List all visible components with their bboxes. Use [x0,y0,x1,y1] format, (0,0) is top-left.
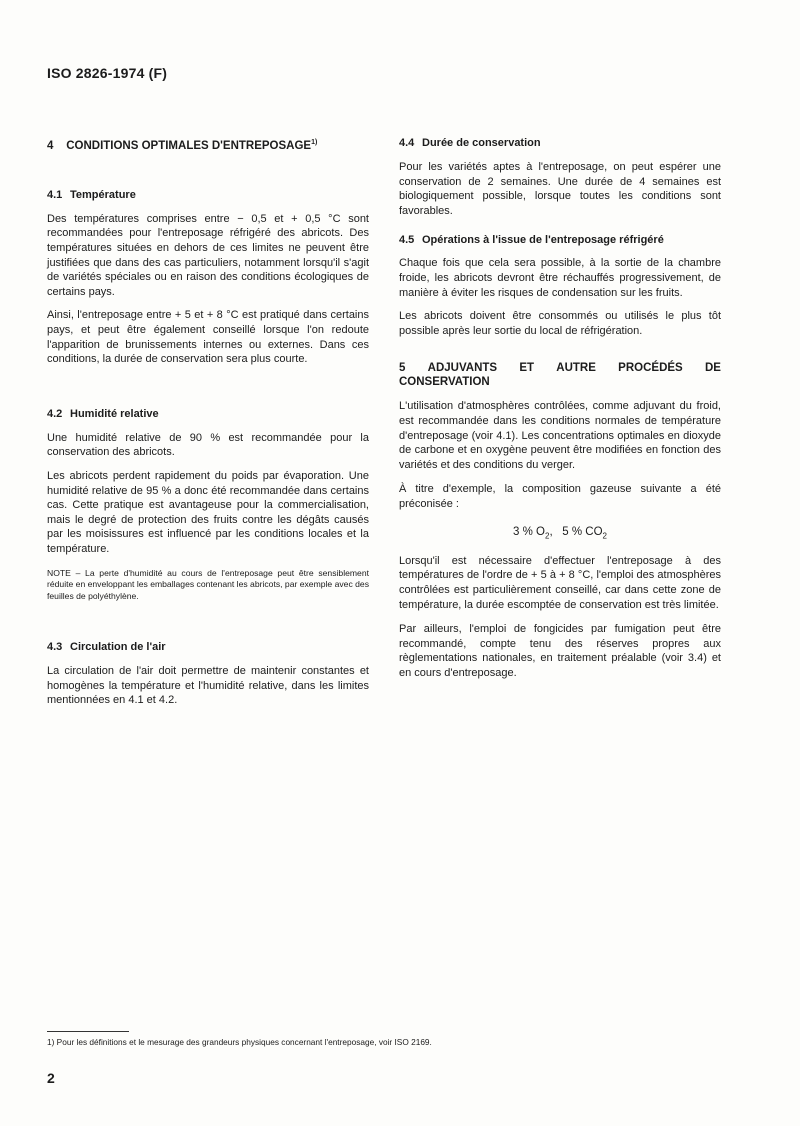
section-number: 4.5 [399,234,415,247]
paragraph: Des températures comprises entre − 0,5 et + 0,5 °C sont recommandées pour l'entreposage réfrigéré des abricots. Des températures situées en dehors de ces limites ne peuvent être justifiées que dans des cas particuliers, notamment lorsqu'il s'agit de variétés spéciales ou en raison des conditions écologiques de certains pays. [47,212,369,298]
footnote: 1) Pour les définitions et le mesurage des grandeurs physiques concernant l'entreposage, voir ISO 2169. [47,1037,432,1047]
section-4-heading [47,136,369,153]
section-title: Humidité relative [70,407,159,420]
document-header: ISO 2826-1974 (F) [47,65,168,81]
paragraph: Lorsqu'il est nécessaire d'effectuer l'entreposage à des températures de l'ordre de + 5 à + 8 °C, l'emploi des atmosphères contrôlées est particulièrement conseillé, car dans cette zone de température, la durée escomptée de conservation est très limitée. [399,554,721,611]
paragraph: L'utilisation d'atmosphères contrôlées, comme adjuvant du froid, est recommandée dans les conditions normales de température d'entreposage (voir 4.1). Les concentrations optimales en dioxyde de carbone et en oxygène peuvent être modifiées en fonction des variétés et des conditions du verger. [399,400,721,471]
section-4-2-heading [47,407,369,421]
paragraph: À titre d'exemple, la composition gazeuse suivante a été préconisée : [399,483,721,510]
section-4-4-heading [399,136,721,150]
section-4-3-heading [47,640,369,654]
note: NOTE – La perte d'humidité au cours de l'entreposage peut être sensiblement réduite en enveloppant les emballages contenant les abricots, par exemple avec des feuilles de polyéthylène. [47,567,369,601]
paragraph: La circulation de l'air doit permettre de maintenir constantes et homogènes la température et l'humidité relative, dans les limites mentionnées en 4.1 et 4.2. [47,665,369,707]
paragraph: Les abricots perdent rapidement du poids par évaporation. Une humidité relative de 95 % a donc été recommandée dans certains cas. Cette pratique est avantageuse pour la commercialisation, mais le degré de protection des fruits contre les dégâts causés par les moisissures est influencé par les conditions locales et la température. [47,469,369,555]
footnote-reference: 1) [311,139,318,146]
heading-word: AUTRE [556,362,596,375]
heading-word: PROCÉDÉS [618,362,683,375]
paragraph: Les abricots doivent être consommés ou utilisés le plus tôt possible après leur sortie du local de réfrigération. [399,310,721,337]
right-column [399,136,721,681]
heading-word: ADJUVANTS [427,362,498,375]
footnote-divider [47,1031,129,1032]
section-4-5-heading [399,233,721,247]
section-title: Opérations à l'issue de l'entreposage réfrigéré [422,234,664,247]
section-number: 4.4 [399,137,415,149]
formula-separator: , [549,525,553,538]
section-number: 5 [399,362,406,375]
section-5-heading-line1 [399,361,721,375]
formula-oxygen: 3 % O [513,525,545,538]
gas-composition-formula [399,526,721,540]
paragraph: Ainsi, l'entreposage entre + 5 et + 8 °C est pratiqué dans certains pays, et peut être également conseillé lorsque l'on redoute l'apparition de brunissements internes ou externes. Dans ces conditions, la durée de conservation sera plus courte. [47,309,369,366]
section-number: 4 [47,139,54,152]
section-number: 4.1 [47,188,63,201]
heading-word: ET [519,362,535,375]
section-title: Température [70,188,136,201]
section-4-1-heading [47,188,369,202]
section-title: Durée de conservation [422,137,541,149]
heading-word: DE [704,362,721,375]
left-column [47,136,369,708]
page-number: 2 [47,1070,55,1086]
paragraph: Par ailleurs, l'emploi de fongicides par fumigation peut être recommandé, compte tenu des réserves propres aux règlementations nationales, en traitement préalable (voir 3.4) et en cours d'entreposage. [399,623,721,679]
formula-carbon-dioxide: 5 % CO [562,525,603,538]
section-number: 4.2 [47,407,63,420]
section-title: Circulation de l'air [70,641,166,654]
section-title: CONDITIONS OPTIMALES D'ENTREPOSAGE [66,139,312,152]
formula-subscript: 2 [602,530,607,540]
paragraph: Une humidité relative de 90 % est recommandée pour la conservation des abricots. [47,431,369,459]
section-5-heading [399,361,721,389]
formula-subscript: 2 [545,530,550,540]
paragraph: Pour les variétés aptes à l'entreposage, on peut espérer une conservation de 2 semaines. Une durée de 4 semaines est biologiquement possible, lorsque toutes les conditions sont favorables. [399,161,721,217]
paragraph: Chaque fois que cela sera possible, à la sortie de la chambre froide, les abricots devront être réchauffés progressivement, de manière à éviter les risques de condensation sur les fruits. [399,257,721,299]
section-number: 4.3 [47,641,63,654]
section-5-heading-line2: CONSERVATION [399,376,490,389]
